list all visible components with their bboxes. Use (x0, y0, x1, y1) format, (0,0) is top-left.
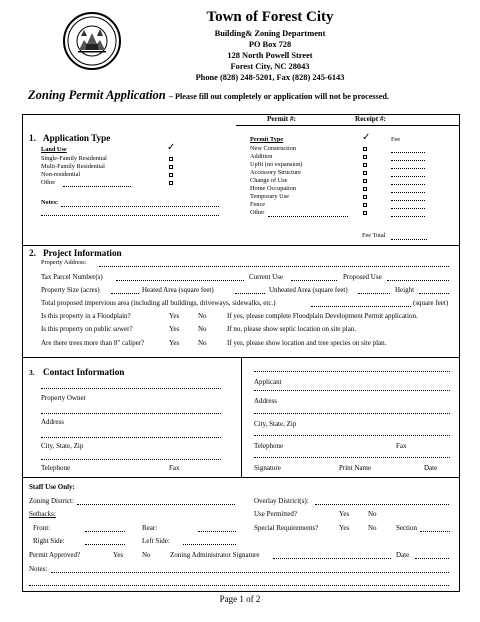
town-seal (63, 12, 121, 70)
right-side-setback-label: Right Side: (33, 537, 65, 545)
unheated-area-label: Unheated Area (square feet) (269, 286, 348, 294)
permit-type-item: New Construction (250, 145, 296, 152)
floodplain-question: Is this property in a Floodplain? (41, 312, 131, 320)
property-size-label: Property Size (acres) (41, 286, 100, 294)
permit-type-checkbox[interactable] (363, 203, 367, 207)
property-size-field[interactable] (111, 293, 139, 294)
phone-fax: Phone (828) 248-5201, Fax (828) 245-6143 (195, 73, 345, 82)
land-use-item: Other (41, 179, 56, 186)
page-number: Page 1 of 2 (219, 594, 261, 604)
land-use-checkbox[interactable] (169, 181, 173, 185)
permit-type-item: Fence (250, 201, 266, 208)
permit-type-header: Permit Type (250, 136, 284, 143)
street-address: 128 North Powell Street (227, 51, 313, 60)
applicant-address-label: Address (254, 397, 277, 405)
permit-type-checkbox[interactable] (363, 155, 367, 159)
use-permitted-label: Use Permitted? (254, 510, 297, 518)
tax-parcel-label: Tax Parcel Number(s) (41, 273, 103, 281)
applicant-fax-label: Fax (396, 442, 407, 450)
land-use-item: Non-residential (41, 171, 81, 178)
trees-instruction: If yes, please show location and tree species on site plan. (227, 339, 387, 347)
land-use-item: Multi-Family Residential (41, 163, 105, 170)
po-box: PO Box 728 (248, 40, 292, 49)
date-label: Date (424, 464, 438, 472)
zoning-district-field[interactable] (77, 504, 235, 505)
applicant-phone-fax-field[interactable] (254, 435, 450, 436)
owner-city-field[interactable] (41, 437, 221, 438)
permit-type-checkbox[interactable] (363, 171, 367, 175)
property-address-label: Property Address: (41, 259, 87, 266)
permit-type-checkbox[interactable] (363, 211, 367, 215)
owner-city-label: City, State, Zip (41, 442, 84, 450)
impervious-label: Total proposed impervious area (including all buildings, driveways, sidewalks, etc.) (41, 299, 276, 307)
fee-field[interactable] (391, 176, 425, 177)
zoning-admin-signature-label: Zoning Administrator Signature (170, 551, 260, 559)
floodplain-instruction: If yes, please complete Floodplain Development Permit application. (227, 312, 418, 320)
application-note: – Please fill out completely or application will not be processed. (168, 92, 389, 101)
trees-no[interactable]: No (198, 339, 207, 347)
town-title: Town of Forest City (206, 9, 334, 25)
permit-approved-yes[interactable]: Yes (113, 551, 124, 559)
floodplain-yes[interactable]: Yes (169, 312, 180, 320)
property-address-field[interactable] (99, 266, 449, 267)
fee-label: Fee (391, 136, 401, 143)
height-field[interactable] (419, 293, 449, 294)
owner-telephone-label: Telephone (41, 464, 71, 472)
applicant-label: Applicant (254, 378, 282, 386)
permit-type-item: Upfit (no expansion) (250, 161, 303, 168)
application-title-text: Zoning Permit Application (28, 88, 166, 102)
signature-label: Signature (254, 464, 281, 472)
permit-type-item: Accessory Structure (250, 169, 301, 176)
fee-field[interactable] (391, 200, 425, 201)
section-label: Section (396, 524, 417, 532)
staff-notes-line[interactable] (51, 572, 449, 573)
section-field[interactable] (420, 531, 450, 532)
heated-area-label: Heated Area (square feet) (142, 286, 214, 294)
current-use-field[interactable] (291, 280, 337, 281)
proposed-use-field[interactable] (387, 280, 449, 281)
permit-type-checkbox[interactable] (363, 195, 367, 199)
staff-notes-label: Notes: (29, 565, 48, 573)
fee-total-label: Fee Total (362, 232, 386, 239)
property-owner-field[interactable] (41, 388, 221, 389)
left-side-setback-label: Left Side: (142, 537, 170, 545)
application-title (28, 88, 389, 103)
applicant-city-label: City, State, Zip (254, 420, 297, 428)
owner-address-label: Address (41, 418, 64, 426)
front-setback-field[interactable] (85, 531, 125, 532)
section-3-heading: 3. Contact Information (29, 367, 125, 377)
application-form (22, 114, 460, 592)
tax-parcel-field[interactable] (116, 280, 244, 281)
land-use-checkmark: ✓ (167, 142, 176, 153)
department-name: Building& Zoning Department (214, 29, 326, 38)
land-use-checkbox[interactable] (169, 165, 173, 169)
receipt-number-label: Receipt #: (355, 115, 386, 123)
applicant-telephone-label: Telephone (254, 442, 284, 450)
fee-field[interactable] (391, 192, 425, 193)
signature-field[interactable] (254, 457, 450, 458)
special-requirements-yes[interactable]: Yes (339, 524, 350, 532)
use-permitted-yes[interactable]: Yes (339, 510, 350, 518)
rear-setback-label: Rear: (142, 524, 158, 532)
fee-field[interactable] (391, 152, 425, 153)
floodplain-no[interactable]: No (198, 312, 207, 320)
left-side-setback-field[interactable] (183, 544, 236, 545)
land-use-header: Land Use (41, 146, 67, 153)
city-address: Forest City, NC 28043 (230, 62, 310, 71)
setbacks-label: Setbacks: (29, 510, 56, 518)
fee-total-field[interactable] (391, 239, 427, 240)
property-owner-label: Property Owner (41, 394, 86, 402)
permit-type-checkbox[interactable] (363, 147, 367, 151)
rear-setback-field[interactable] (198, 531, 236, 532)
permit-type-item: Change of Use (250, 177, 288, 184)
staff-notes-line[interactable] (29, 585, 449, 586)
permit-type-item: Addition (250, 153, 273, 160)
permit-approved-label: Permit Approved? (29, 551, 81, 559)
impervious-unit: (square feet) (413, 299, 449, 307)
staff-date-label: Date (396, 551, 410, 559)
use-permitted-no[interactable]: No (368, 510, 377, 518)
height-label: Height (395, 286, 415, 294)
staff-use-heading: Staff Use Only: (29, 483, 75, 491)
unheated-area-field[interactable] (358, 293, 390, 294)
applicant-city-field[interactable] (254, 413, 450, 414)
permit-type-checkbox[interactable] (363, 163, 367, 167)
permit-type-item: Home Occupation (250, 185, 296, 192)
owner-fax-label: Fax (169, 464, 180, 472)
land-use-checkbox[interactable] (169, 173, 173, 177)
fee-field[interactable] (391, 168, 425, 169)
overlay-district-field[interactable] (315, 504, 449, 505)
sewer-yes[interactable]: Yes (169, 325, 180, 333)
section-2-heading: 2. Project Information (29, 248, 122, 258)
trees-question: Are there trees more than 8" caliper? (41, 339, 145, 347)
owner-address-field[interactable] (41, 413, 221, 414)
applicant-field[interactable] (254, 371, 450, 372)
trees-yes[interactable]: Yes (169, 339, 180, 347)
section-1-heading: 1. Application Type (29, 133, 111, 143)
permit-type-checkbox[interactable] (363, 179, 367, 183)
special-requirements-no[interactable]: No (368, 524, 377, 532)
fee-field[interactable] (391, 184, 425, 185)
sewer-no[interactable]: No (198, 325, 207, 333)
special-requirements-label: Special Requirements? (254, 524, 319, 532)
fee-field[interactable] (391, 216, 425, 217)
permit-approved-no[interactable]: No (142, 551, 151, 559)
staff-date-field[interactable] (415, 558, 449, 559)
impervious-field[interactable] (311, 306, 411, 307)
notes-line[interactable] (41, 215, 219, 216)
sewer-question: Is this property on public sewer? (41, 325, 133, 333)
overlay-district-label: Overlay District(s): (254, 497, 309, 505)
permit-type-item: Other (250, 209, 265, 216)
notes-label: Notes: (41, 199, 59, 206)
permit-type-item: Temporary Use (250, 193, 289, 200)
applicant-address-field[interactable] (254, 390, 450, 391)
land-use-item: Single-Family Residential (41, 155, 107, 162)
permit-type-checkmark: ✓ (362, 132, 371, 143)
permit-type-checkbox[interactable] (363, 187, 367, 191)
owner-phone-fax-field[interactable] (41, 459, 221, 460)
sewer-instruction: If no, please show septic location on site plan. (227, 325, 357, 333)
fee-field[interactable] (391, 160, 425, 161)
land-use-checkbox[interactable] (169, 157, 173, 161)
zoning-district-label: Zoning District: (29, 497, 74, 505)
notes-line[interactable] (61, 206, 219, 207)
zoning-admin-signature-field[interactable] (273, 558, 391, 559)
heated-area-field[interactable] (235, 293, 265, 294)
right-side-setback-field[interactable] (85, 544, 125, 545)
permit-number-label: Permit #: (267, 115, 296, 123)
current-use-label: Current Use (249, 273, 284, 281)
print-name-label: Print Name (339, 464, 372, 472)
proposed-use-label: Proposed Use (343, 273, 382, 281)
front-setback-label: Front: (33, 524, 51, 532)
fee-field[interactable] (391, 208, 425, 209)
